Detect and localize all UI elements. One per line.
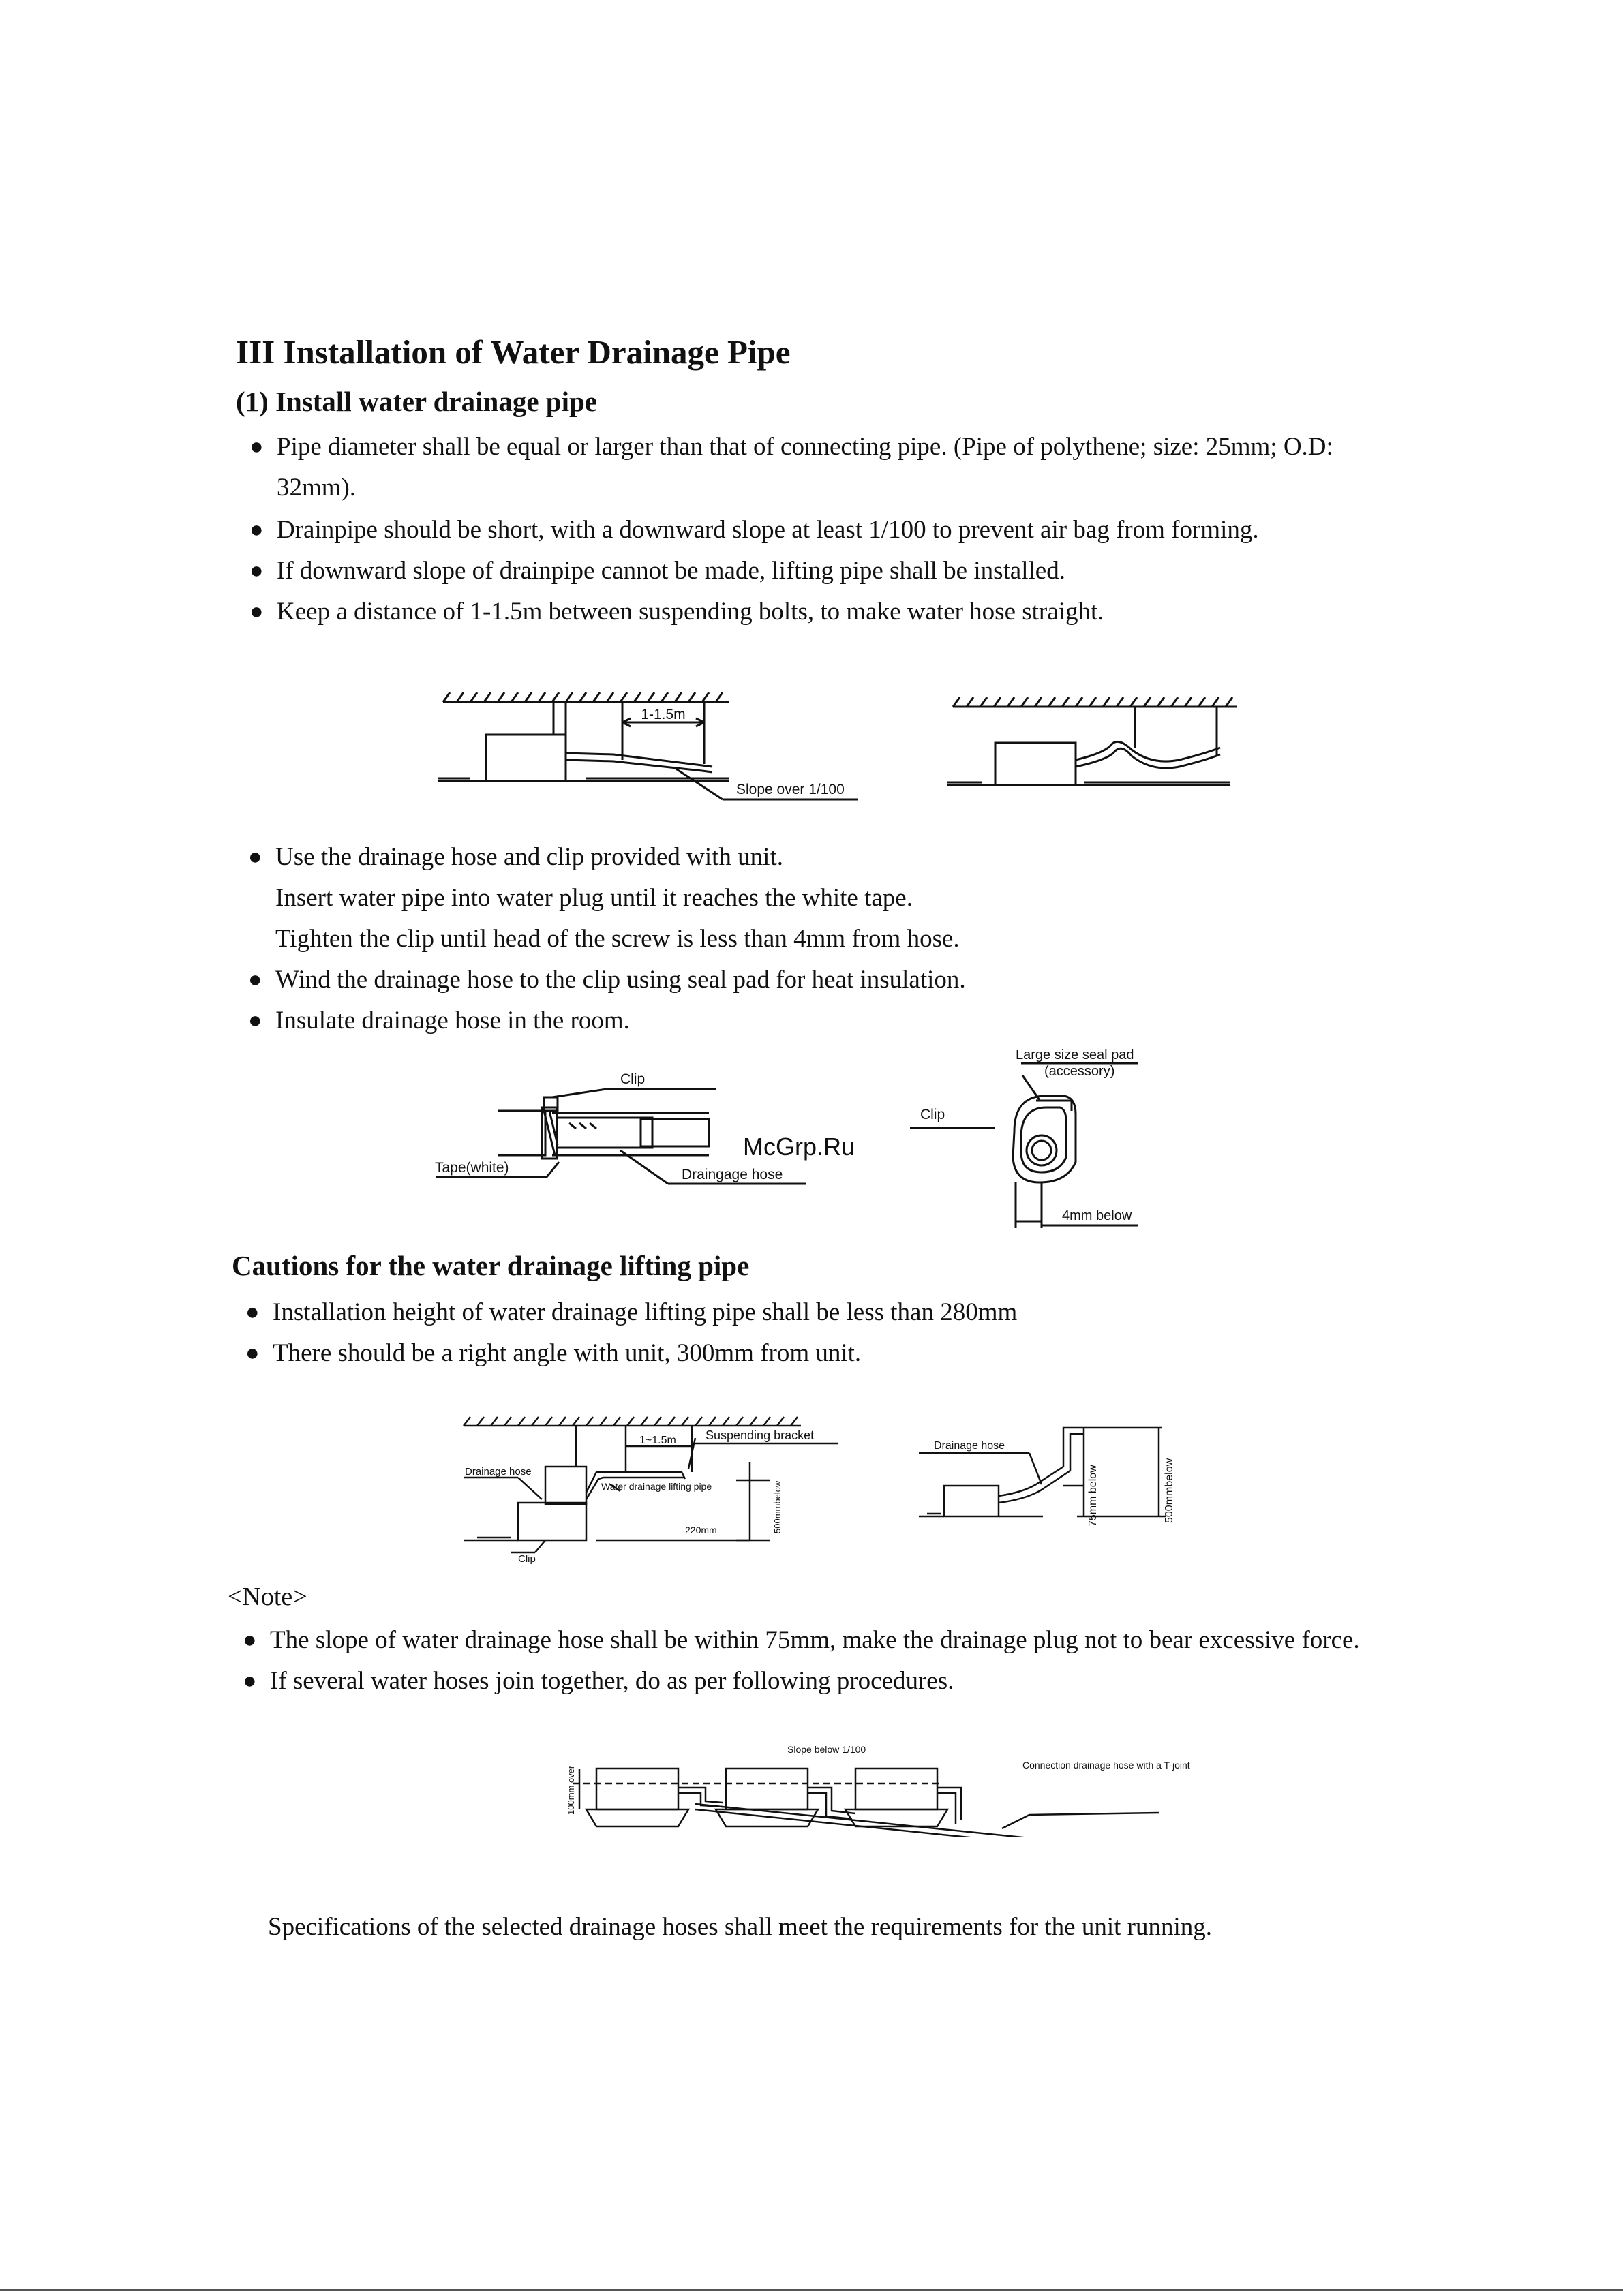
hose-label: Drainage hose [465,1466,532,1478]
accessory-label: (accessory) [1044,1064,1115,1079]
distance-label: 1-1.5m [641,707,686,722]
clip-diagram [423,1043,1172,1237]
bullet-icon: ● [249,517,264,542]
slope-label: Slope below 1/100 [787,1744,866,1755]
list-item: ● If downward slope of drainpipe cannot be made, lifting pipe shall be installed. [249,557,1065,585]
height-label: 500mmbelow [772,1480,783,1533]
bullet-icon: ● [248,967,262,992]
clip-label: Clip [518,1553,536,1565]
slope-label: Slope over 1/100 [736,782,845,797]
bullet-icon: ● [243,1668,257,1694]
watermark: McGrp.Ru [743,1133,855,1161]
list-item: ● There should be a right angle with unit, 300mm from unit. [245,1339,862,1367]
below-500-label: 500mmbelow [1164,1458,1175,1523]
bracket-label: Suspending bracket [706,1428,815,1442]
specifications-text: Specifications of the selected drainage hoses shall meet the requirements for the unit running. [268,1913,1213,1941]
bullet-icon: ● [245,1341,260,1366]
list-item: ● Use the drainage hose and clip provided with unit. [248,843,783,871]
section-subheading: (1) Install water drainage pipe [236,386,597,417]
page-bottom-rule [0,2289,1623,2291]
bullet-icon: ● [243,1627,257,1653]
distance-label: 1~1.5m [639,1435,676,1446]
list-item: ● Keep a distance of 1-1.5m between suspending bolts, to make water hose straight. [249,598,1104,626]
bullet-icon: ● [248,1008,262,1033]
list-item: ● The slope of water drainage hose shall be within 75mm, make the drainage plug not to bear excessive force. [243,1626,1360,1654]
list-item-continuation: Insert water pipe into water plug until it reaches the white tape. [275,884,913,912]
tape-label: Tape(white) [435,1160,509,1176]
seal-pad-label: Large size seal pad [1016,1047,1134,1062]
bullet-icon: ● [249,558,264,583]
list-item: ● Installation height of water drainage lifting pipe shall be less than 280mm [245,1298,1018,1326]
bullet-icon: ● [245,1300,260,1325]
tjoint-label: Connection drainage hose with a T-joint [1022,1760,1190,1771]
list-item: ● Drainpipe should be short, with a downward slope at least 1/100 to prevent air bag from forming. [249,516,1259,544]
hose-label-2: Drainage hose [934,1440,1005,1452]
bullet-icon: ● [248,844,262,870]
list-item-continuation: 32mm). [277,474,357,502]
clip-label: Clip [620,1071,646,1087]
length-label: 220mm [685,1525,717,1535]
list-item: ● Wind the drainage hose to the clip using seal pad for heat insulation. [248,966,966,994]
clip-label-2: Clip [920,1107,945,1122]
below-75-label: 75mm below [1087,1465,1099,1527]
bullet-icon: ● [249,599,264,624]
note-heading: <Note> [228,1582,307,1611]
list-item: ● Insulate drainage hose in the room. [248,1007,630,1035]
slope-diagram [429,685,1247,814]
below-label: 4mm below [1062,1208,1132,1223]
cautions-heading: Cautions for the water drainage lifting pipe [232,1250,750,1281]
multiple-hoses-diagram [559,1734,1275,1840]
over-label: 100mm over [566,1765,576,1815]
list-item: ● Pipe diameter shall be equal or larger than that of connecting pipe. (Pipe of polythene; size: 25mm; O.D: [249,433,1333,461]
lifting-pipe-diagram [450,1404,1200,1571]
hose-label: Draingage hose [682,1167,783,1182]
bullet-icon: ● [249,434,264,459]
page-title: III Installation of Water Drainage Pipe [236,333,791,371]
lifting-pipe-label: Water drainage lifting pipe [601,1481,712,1492]
list-item-continuation: Tighten the clip until head of the screw is less than 4mm from hose. [275,925,960,953]
list-item: ● If several water hoses join together, do as per following procedures. [243,1667,954,1695]
